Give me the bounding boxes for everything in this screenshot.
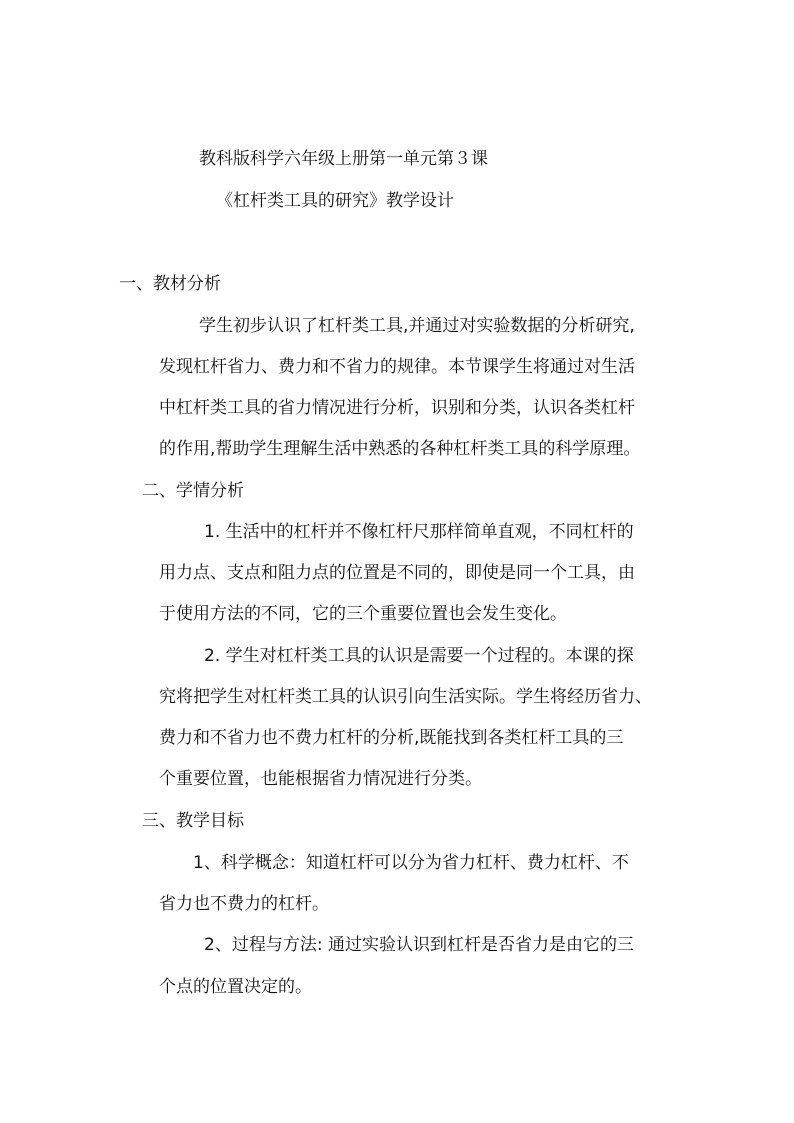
paragraph-line: 个点的位置决定的。 — [159, 977, 312, 997]
paragraph-line: 用力点、支点和阻力点的位置是不同的，即使是同一个工具，由 — [159, 563, 635, 583]
paragraph-line: 1、科学概念：知道杠杆可以分为省力杠杆、费力杠杆、不 — [193, 853, 629, 873]
paragraph-line: 费力和不省力也不费力杠杆的分析,既能找到各类杠杆工具的三 — [159, 728, 624, 748]
paragraph-line: 个重要位置，也能根据省力情况进行分类。 — [159, 769, 482, 789]
paragraph-line: 究将把学生对杠杆类工具的认识引向生活实际。学生将经历省力、 — [159, 687, 652, 707]
document-title-line-2: 《杠杆类工具的研究》教学设计 — [216, 191, 454, 211]
paragraph-line: 中杠杆类工具的省力情况进行分析，识别和分类，认识各类杠杆 — [159, 398, 635, 418]
paragraph-line: 发现杠杆省力、费力和不省力的规律。本节课学生将通过对生活 — [159, 357, 635, 377]
paragraph-line: 的作用,帮助学生理解生活中熟悉的各种杠杆类工具的科学原理。 — [159, 439, 641, 459]
paragraph-line: 2. 学生对杠杆类工具的认识是需要一个过程的。本课的探 — [204, 646, 634, 666]
section-heading-learner-analysis: 二、学情分析 — [142, 481, 244, 501]
paragraph-line: 1. 生活中的杠杆并不像杠杆尺那样简单直观，不同杠杆的 — [204, 522, 634, 542]
paragraph-line: 于使用方法的不同，它的三个重要位置也会发生变化。 — [159, 604, 567, 624]
paragraph-line: 学生初步认识了杠杆类工具,并通过对实验数据的分析研究, — [199, 316, 635, 336]
paragraph-line: 省力也不费力的杠杆。 — [159, 894, 329, 914]
document-title-line-1: 教科版科学六年级上册第一单元第３课 — [199, 149, 488, 169]
paragraph-line: 2、过程与方法: 通过实验认识到杠杆是否省力是由它的三 — [204, 935, 634, 955]
section-heading-teaching-objectives: 三、教学目标 — [142, 811, 244, 831]
section-heading-teaching-material-analysis: 一、教材分析 — [119, 274, 221, 294]
